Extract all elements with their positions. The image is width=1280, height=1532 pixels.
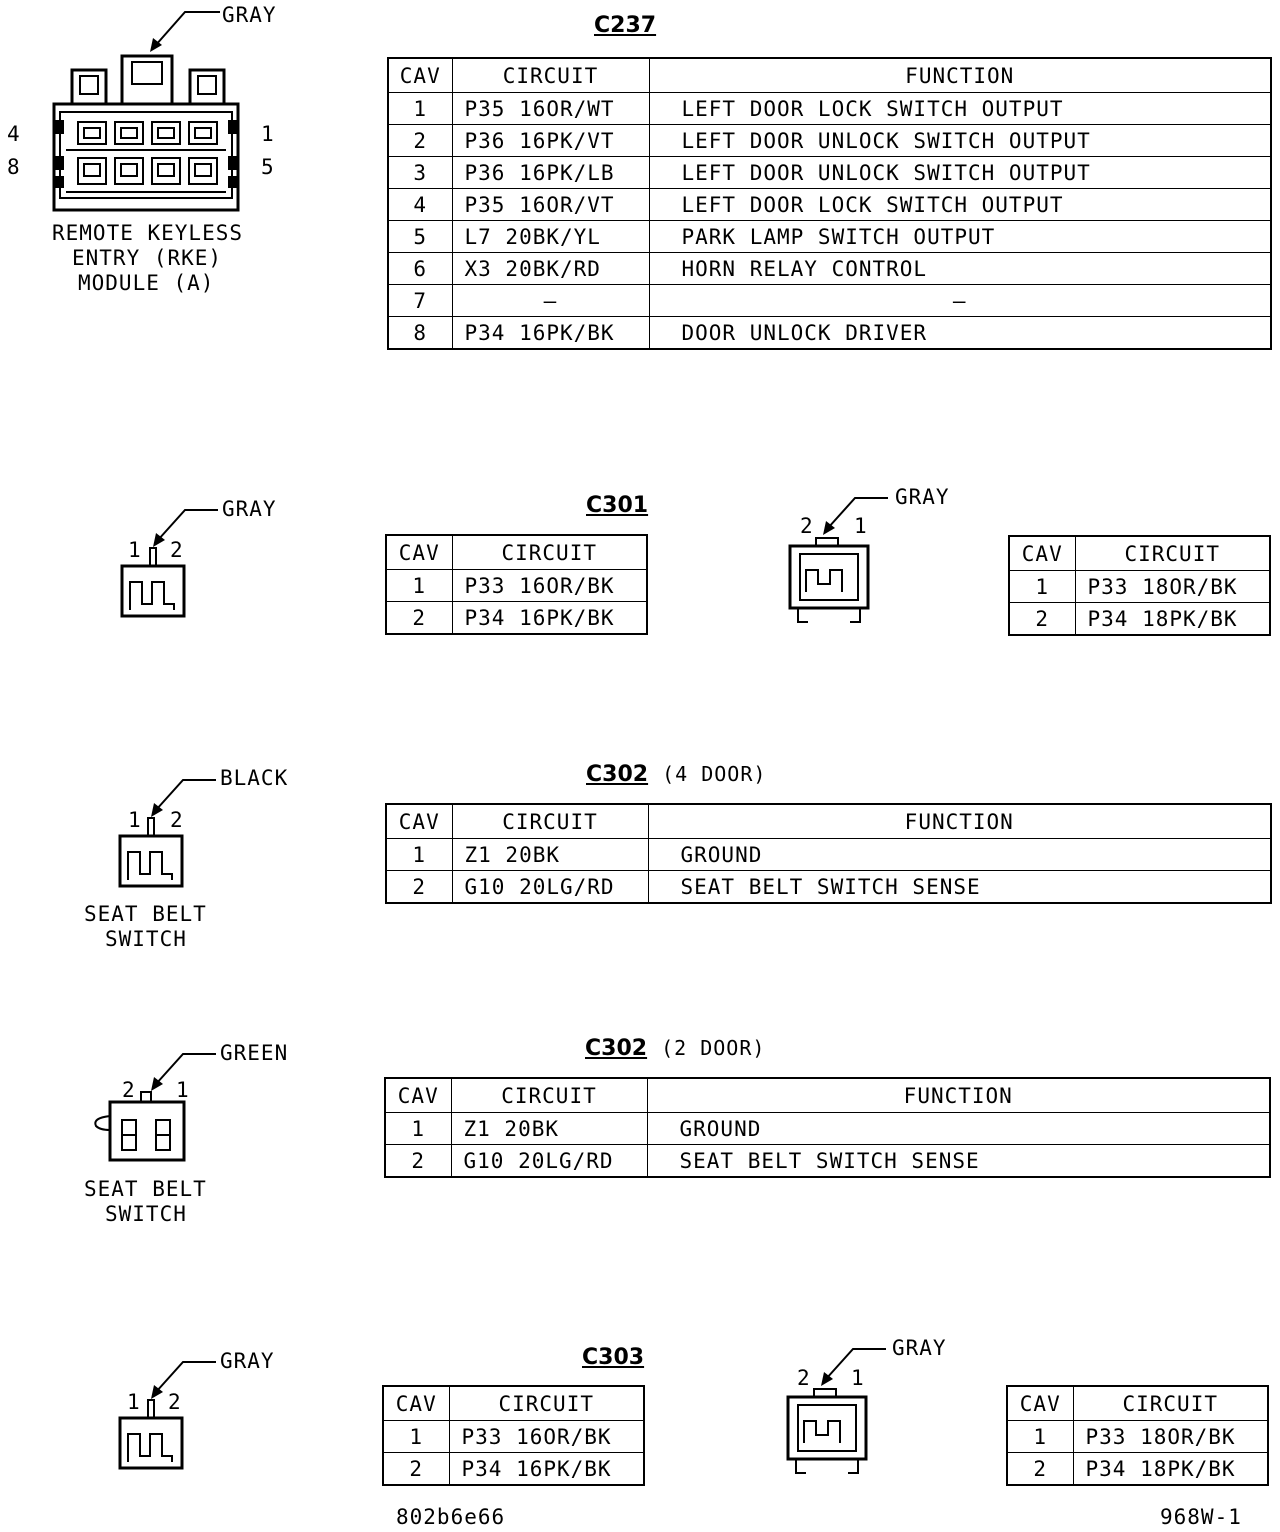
circuit-cell: Z1 20BK [451, 1113, 647, 1145]
header-row [386, 804, 1271, 839]
c302-2door-connector-drawing [88, 1044, 238, 1174]
c302-2door-pin-2: 2 [122, 1078, 135, 1102]
circuit-cell: P36 16PK/VT [452, 125, 649, 157]
header-row [1009, 536, 1270, 571]
c301-right-pin-2: 2 [800, 514, 813, 538]
circuit-cell: G10 20LG/RD [451, 1145, 647, 1178]
function-cell: GROUND [648, 839, 1271, 871]
c237-title: C237 [594, 13, 657, 38]
footer-code-left: 802b6e66 [396, 1505, 506, 1529]
circuit-cell: G10 20LG/RD [452, 871, 648, 904]
c303-right-pin-2: 2 [797, 1366, 810, 1390]
circuit-cell: L7 20BK/YL [452, 221, 649, 253]
cav-cell: 1 [386, 570, 452, 602]
function-cell: HORN RELAY CONTROL [649, 253, 1271, 285]
c303-title: C303 [582, 1345, 645, 1370]
c303-right-connector-drawing [778, 1339, 918, 1479]
function-cell: – [649, 285, 1271, 317]
rke-pin-8: 8 [7, 155, 20, 179]
c301-left-pin-1: 1 [128, 538, 141, 562]
cav-cell: 2 [383, 1453, 449, 1486]
cav-cell: 6 [388, 253, 452, 285]
c302-2door-color-label: GREEN [220, 1041, 289, 1065]
c303-left-pin-1: 1 [127, 1390, 140, 1414]
circuit-cell: P33 16OR/BK [449, 1421, 644, 1453]
table-row [388, 221, 1271, 253]
cav-header: CAV [386, 535, 452, 570]
cav-cell: 2 [388, 125, 452, 157]
function-cell: PARK LAMP SWITCH OUTPUT [649, 221, 1271, 253]
header-row [385, 1078, 1270, 1113]
function-cell: SEAT BELT SWITCH SENSE [647, 1145, 1270, 1178]
table-row [388, 125, 1271, 157]
table-row [388, 285, 1271, 317]
circuit-header: CIRCUIT [452, 804, 648, 839]
table-row [386, 570, 647, 602]
rke-color-label: GRAY [222, 3, 277, 27]
rke-pin-4: 4 [7, 122, 20, 146]
function-cell: GROUND [647, 1113, 1270, 1145]
circuit-cell: P33 16OR/BK [452, 570, 647, 602]
c302-2door-label-line-2: SWITCH [105, 1202, 187, 1226]
c302-2door-pin-1: 1 [176, 1078, 189, 1102]
c302-4door-pin-2: 2 [170, 808, 183, 832]
circuit-header: CIRCUIT [452, 535, 647, 570]
function-cell: SEAT BELT SWITCH SENSE [648, 871, 1271, 904]
cav-cell: 2 [386, 871, 452, 904]
circuit-cell: P35 16OR/VT [452, 189, 649, 221]
c237-header-row [388, 58, 1271, 93]
rke-connector-drawing [40, 0, 300, 220]
circuit-header: CIRCUIT [451, 1078, 647, 1113]
table-row [388, 189, 1271, 221]
cav-cell: 4 [388, 189, 452, 221]
circuit-header: CIRCUIT [1073, 1386, 1268, 1421]
c301-right-pin-1: 1 [854, 514, 867, 538]
c301-left-color-label: GRAY [222, 497, 277, 521]
c302-2door-title-text: C302 [585, 1036, 648, 1061]
c302-4door-title-text: C302 [586, 762, 649, 787]
cav-cell: 2 [385, 1145, 451, 1178]
header-row [386, 535, 647, 570]
table-row [388, 93, 1271, 125]
circuit-cell: – [452, 285, 649, 317]
circuit-cell: P33 18OR/BK [1075, 571, 1270, 603]
cav-cell: 2 [1007, 1453, 1073, 1486]
circuit-cell: P34 16PK/BK [449, 1453, 644, 1486]
circuit-cell: P34 18PK/BK [1073, 1453, 1268, 1486]
table-row [385, 1113, 1270, 1145]
c302-4door-label-line-1: SEAT BELT [84, 902, 207, 926]
cav-cell: 1 [1007, 1421, 1073, 1453]
c303-left-color-label: GRAY [220, 1349, 275, 1373]
function-cell: DOOR UNLOCK DRIVER [649, 317, 1271, 350]
rke-pin-5: 5 [261, 155, 274, 179]
function-cell: LEFT DOOR LOCK SWITCH OUTPUT [649, 189, 1271, 221]
cav-header: CAV [1009, 536, 1075, 571]
table-row [388, 317, 1271, 350]
c302-4door-subtitle: (4 DOOR) [662, 762, 767, 786]
table-row [1007, 1453, 1268, 1486]
circuit-cell: P34 18PK/BK [1075, 603, 1270, 636]
cav-cell: 1 [383, 1421, 449, 1453]
c302-4door-color-label: BLACK [220, 766, 289, 790]
header-row [383, 1386, 644, 1421]
table-row [383, 1453, 644, 1486]
circuit-cell: P34 16PK/BK [452, 317, 649, 350]
circuit-header: CIRCUIT [452, 58, 649, 93]
table-row [383, 1421, 644, 1453]
function-header: FUNCTION [649, 58, 1271, 93]
cav-header: CAV [388, 58, 452, 93]
function-header: FUNCTION [648, 804, 1271, 839]
table-row [1007, 1421, 1268, 1453]
c303-right-table [1006, 1385, 1269, 1486]
circuit-header: CIRCUIT [1075, 536, 1270, 571]
function-cell: LEFT DOOR UNLOCK SWITCH OUTPUT [649, 157, 1271, 189]
circuit-cell: P36 16PK/LB [452, 157, 649, 189]
cav-header: CAV [383, 1386, 449, 1421]
c301-left-pin-2: 2 [170, 538, 183, 562]
table-row [386, 839, 1271, 871]
table-row [388, 253, 1271, 285]
rke-label-line-1: REMOTE KEYLESS [52, 221, 244, 245]
c302-4door-label-line-2: SWITCH [105, 927, 187, 951]
cav-header: CAV [386, 804, 452, 839]
table-row [386, 602, 647, 635]
circuit-cell: P35 16OR/WT [452, 93, 649, 125]
cav-cell: 1 [385, 1113, 451, 1145]
c302-4door-title [586, 764, 766, 786]
c301-left-table [385, 534, 648, 635]
c301-right-connector-drawing [780, 488, 920, 628]
footer-code-right: 968W-1 [1160, 1505, 1242, 1529]
table-row [388, 157, 1271, 189]
table-row [385, 1145, 1270, 1178]
c301-right-table [1008, 535, 1271, 636]
function-cell: LEFT DOOR LOCK SWITCH OUTPUT [649, 93, 1271, 125]
c303-right-color-label: GRAY [892, 1336, 947, 1360]
cav-cell: 1 [388, 93, 452, 125]
cav-cell: 2 [386, 602, 452, 635]
c301-right-color-label: GRAY [895, 485, 950, 509]
circuit-cell: P34 16PK/BK [452, 602, 647, 635]
c302-2door-label-line-1: SEAT BELT [84, 1177, 207, 1201]
cav-cell: 1 [1009, 571, 1075, 603]
c302-2door-title [585, 1038, 765, 1060]
c302-2door-subtitle: (2 DOOR) [661, 1036, 766, 1060]
c303-left-pin-2: 2 [168, 1390, 181, 1414]
cav-cell: 8 [388, 317, 452, 350]
table-row [1009, 571, 1270, 603]
function-cell: LEFT DOOR UNLOCK SWITCH OUTPUT [649, 125, 1271, 157]
c237-table [387, 57, 1272, 350]
rke-label-line-3: MODULE (A) [78, 271, 215, 295]
cav-cell: 7 [388, 285, 452, 317]
c303-left-table [382, 1385, 645, 1486]
table-row [386, 871, 1271, 904]
cav-header: CAV [385, 1078, 451, 1113]
c303-right-pin-1: 1 [851, 1366, 864, 1390]
c302-4door-table [385, 803, 1272, 904]
cav-cell: 3 [388, 157, 452, 189]
c301-title: C301 [586, 493, 649, 518]
c302-2door-table [384, 1077, 1271, 1178]
cav-cell: 1 [386, 839, 452, 871]
circuit-cell: Z1 20BK [452, 839, 648, 871]
cav-header: CAV [1007, 1386, 1073, 1421]
circuit-cell: P33 18OR/BK [1073, 1421, 1268, 1453]
header-row [1007, 1386, 1268, 1421]
rke-label-line-2: ENTRY (RKE) [72, 246, 223, 270]
function-header: FUNCTION [647, 1078, 1270, 1113]
circuit-header: CIRCUIT [449, 1386, 644, 1421]
cav-cell: 5 [388, 221, 452, 253]
circuit-cell: X3 20BK/RD [452, 253, 649, 285]
rke-pin-1: 1 [261, 122, 274, 146]
table-row [1009, 603, 1270, 636]
cav-cell: 2 [1009, 603, 1075, 636]
c302-4door-pin-1: 1 [128, 808, 141, 832]
